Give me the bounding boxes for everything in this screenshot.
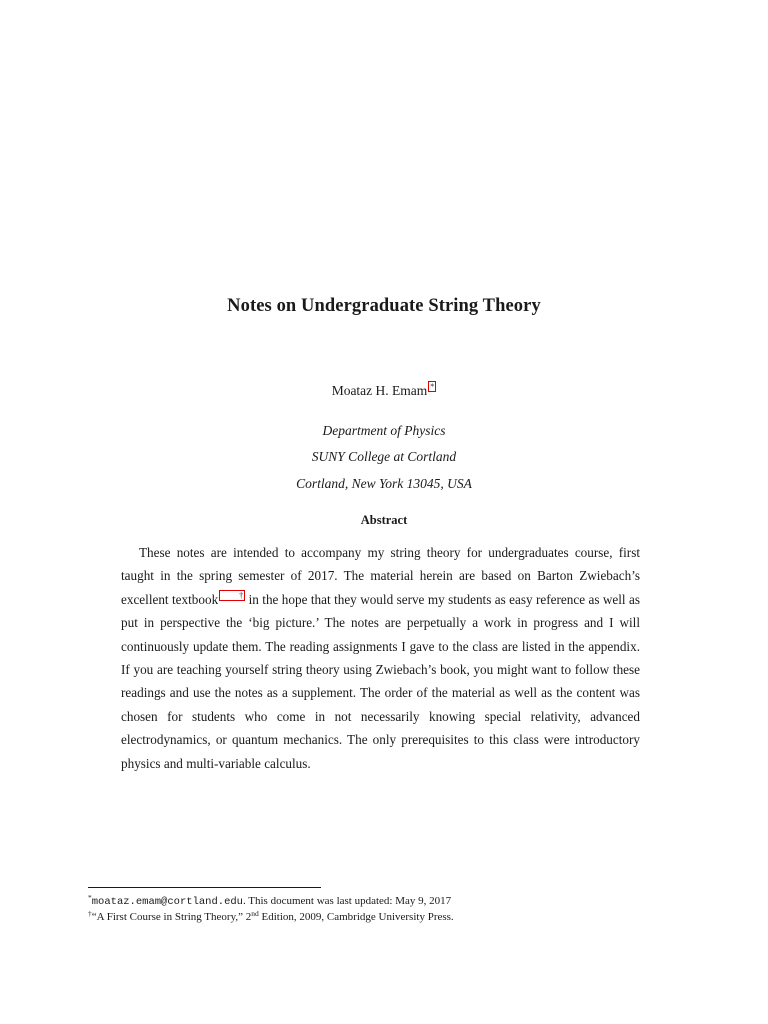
affiliation-department: Department of Physics (322, 423, 446, 438)
footnote-divider (88, 887, 321, 888)
footnote-marker: * (88, 893, 92, 902)
abstract-text-part2: in the hope that they would serve my students as easy reference as well as put in perspective the ‘big picture.’ The notes are perpetually a work in progress and I will continuously update them. The reading assignments I gave to the class are listed in the appendix. If you are teaching yourself string theory using Zwiebach’s book, you might want to follow these readings and use the notes as a supplement. The order of the material as well as the content was chosen for students who come in not necessarily knowing special relativity, advanced electrodynamics, or quantum mechanics. The only prerequisites to this class were introductory physics and multi-variable calculus. (121, 591, 640, 771)
author-email-link[interactable]: moataz.emam@cortland.edu (91, 896, 243, 908)
author-line (0, 381, 768, 399)
affiliation-college: SUNY College at Cortland (311, 449, 457, 464)
textbook-footnote-link[interactable]: † (219, 590, 245, 601)
footnote-text: . This document was last updated: May 9, 2017 (242, 895, 452, 907)
abstract-heading: Abstract (360, 513, 408, 527)
footnote-text: “A First Course in String Theory,” 2 (91, 911, 252, 923)
abstract-body (121, 541, 640, 775)
author-name: Moataz H. Emam (331, 383, 428, 398)
ordinal-superscript: nd (251, 909, 259, 918)
affiliation-address: Cortland, New York 13045, USA (296, 476, 472, 491)
footnote-marker: † (88, 909, 92, 918)
paper-title: Notes on Undergraduate String Theory (227, 296, 541, 316)
author-footnote-link[interactable]: * (430, 382, 435, 391)
footnote-textbook (88, 907, 688, 924)
footnote-text: Edition, 2009, Cambridge University Press. (258, 911, 454, 923)
abstract-text-part1: These notes are intended to accompany my string theory for undergraduates course, first taught in the spring semester of 2017. The material herein are based on Barton Zwiebach’s excellent textbook (121, 545, 640, 607)
